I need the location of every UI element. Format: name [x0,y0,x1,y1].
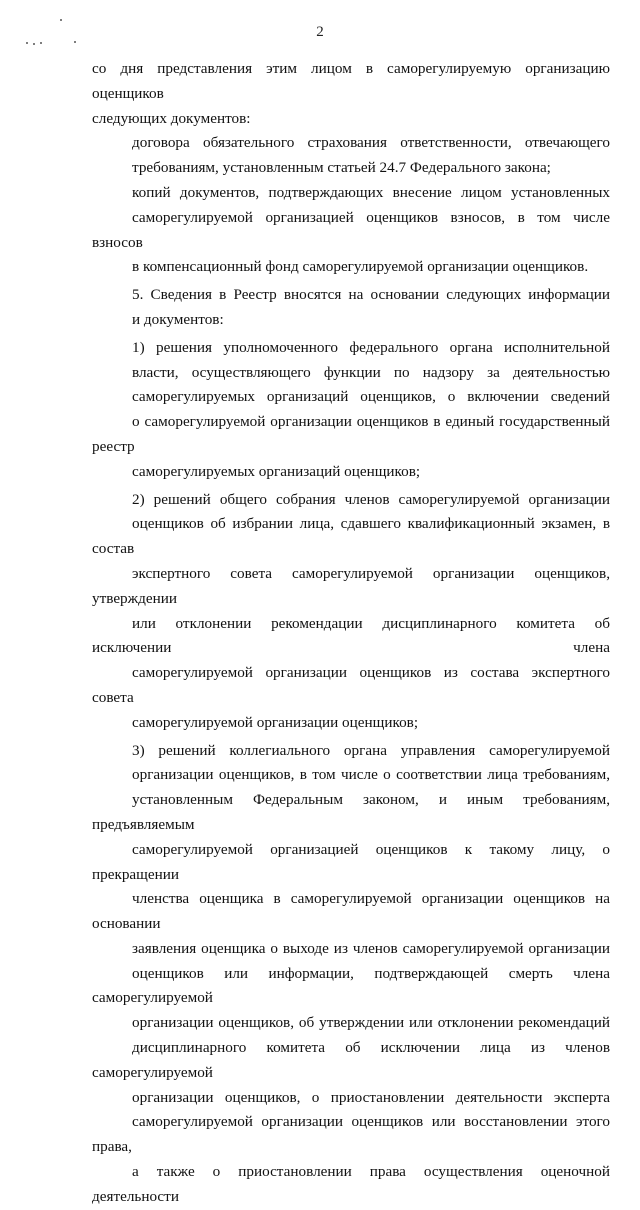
text-line: власти, осуществляющего функции по надзору за деятельностью [132,363,610,381]
text-line: саморегулируемой организации оценщиков из состава экспертного совета [92,664,610,706]
document-body [92,57,610,1210]
text-line: заявления оценщика о выходе из членов саморегулируемой организации [132,939,610,957]
paragraph-intro [92,57,610,131]
text-line: организации оценщиков, о приостановлении деятельности эксперта [132,1088,610,1106]
text-line: 1) решения уполномоченного федерального органа исполнительной [132,338,610,356]
text-line: оценщиков об избрании лица, сдавшего квалификационный экзамен, в состав [92,515,610,558]
text-line: копий документов, подтверждающих внесение лицом установленных [132,183,610,201]
page-number: 2 [316,24,324,40]
text-line: требованиям, установленным статьей 24.7 Федерального закона; [132,159,551,177]
text-line: 2) решений общего собрания членов саморегулируемой организации [132,490,610,508]
text-line: установленным Федеральным законом, и иным требованиям, предъявляемым [92,791,610,833]
text-line: со дня представления этим лицом в саморегулируемую организацию оценщиков [92,60,610,102]
paragraph-insurance [92,131,610,181]
text-line: саморегулируемой организацией оценщиков взносов, в том числе взносов [92,208,610,251]
text-line: о саморегулируемой организации оценщиков в единый государственный реестр [92,413,610,455]
text-line: дисциплинарного комитета об исключении лица из членов саморегулируемой [92,1039,610,1081]
text-line: членства оценщика в саморегулируемой организации оценщиков на основании [92,890,610,933]
text-line: организации оценщиков, об утверждении или отклонении рекомендаций [132,1014,610,1032]
text-line: саморегулируемой организации оценщиков; [132,713,419,731]
paragraph-item-5 [92,283,610,333]
paragraph-fees [92,181,610,280]
paragraph-subitem-1 [92,336,610,485]
text-line: договора обязательного страхования ответственности, отвечающего [132,134,610,152]
text-line: организации оценщиков, в том числе о соответствии лица требованиям, [132,766,610,784]
text-line: саморегулируемой организации оценщиков или восстановлении этого права, [92,1113,610,1156]
paragraph-subitem-3 [92,739,610,1210]
text-line: или отклонении рекомендации дисциплинарного комитета об исключении члена [92,614,610,657]
text-line: 3) решений коллегиального органа управления саморегулируемой [132,741,610,759]
scan-speck [40,42,42,44]
text-line: следующих документов: [92,109,251,127]
text-line: оценщиков или информации, подтверждающей смерть члена саморегулируемой [92,964,610,1007]
scan-speck [33,43,35,45]
text-line: саморегулируемой организацией оценщиков к такому лицу, о прекращении [92,840,610,883]
text-line: в компенсационный фонд саморегулируемой организации оценщиков. [132,258,589,276]
text-line: 5. Сведения в Реестр вносятся на основании следующих информации [132,286,610,304]
text-line: и документов: [132,310,224,328]
text-line: саморегулируемых организаций оценщиков, о включении сведений [132,388,610,406]
scan-speck [74,41,76,43]
text-line: а также о приостановлении права осуществления оценочной деятельности [92,1163,610,1205]
paragraph-subitem-2 [92,488,610,736]
text-line: саморегулируемых организаций оценщиков; [132,462,421,480]
scan-speck [60,19,62,21]
text-line: экспертного совета саморегулируемой организации оценщиков, утверждении [92,564,610,607]
scan-speck [26,42,28,44]
